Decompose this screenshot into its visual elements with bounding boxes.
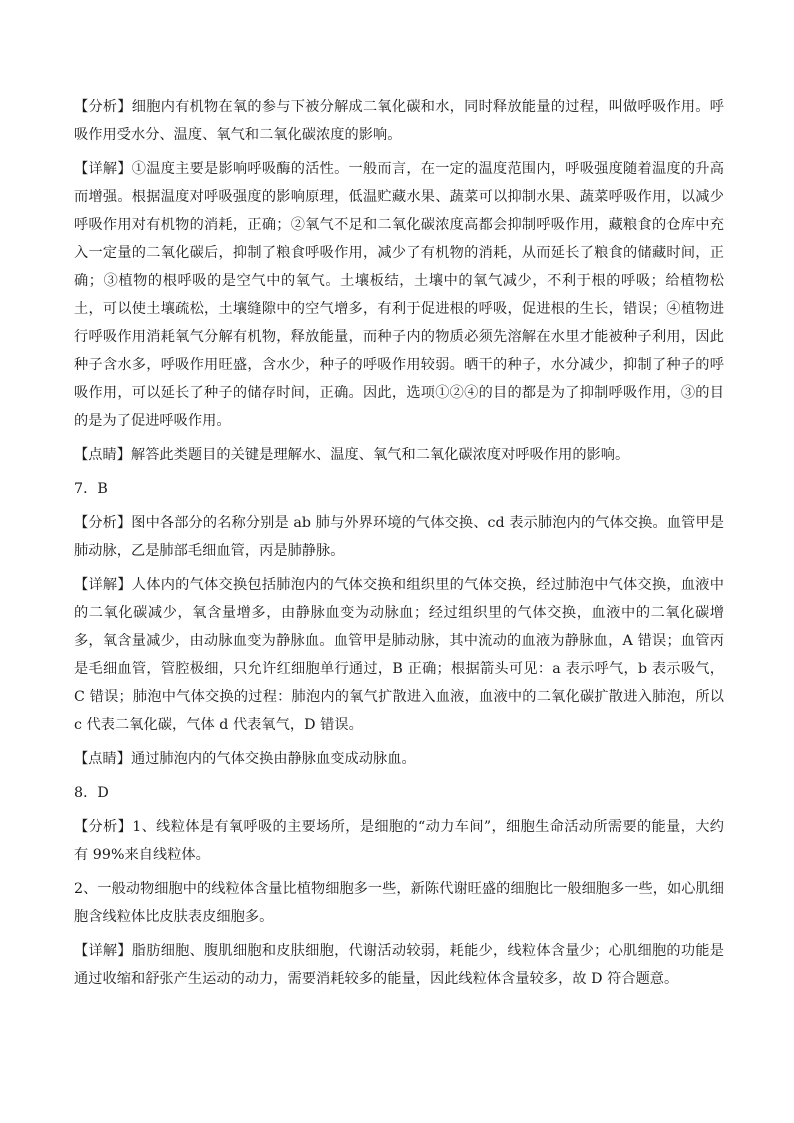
section-tag: 【分析】 (74, 515, 132, 531)
section-tag: 【分析】 (74, 819, 133, 835)
paragraph-analysis-7 (74, 509, 724, 565)
section-tag: 【详解】 (74, 161, 132, 177)
paragraph-comment-7 (74, 745, 724, 773)
section-tag: 【点睛】 (74, 751, 131, 767)
section-tag: 【分析】 (74, 99, 132, 115)
paragraph-text: 2、一般动物细胞中的线粒体含量比植物细胞多一些，新陈代谢旺盛的细胞比一般细胞多一些，如心肌细胞含线粒体比皮肤表皮细胞多。 (74, 881, 724, 925)
section-tag: 【详解】 (74, 943, 132, 959)
paragraph-detail-7 (74, 571, 724, 739)
paragraph-detail-8 (74, 937, 724, 993)
paragraph-text: ①温度主要是影响呼吸酶的活性。一般而言，在一定的温度范围内，呼吸强度随着温度的升高而增强。根据温度对呼吸强度的影响原理，低温贮藏水果、蔬菜可以抑制水果、蔬菜呼吸作用，以减少呼吸作用对有机物的消耗，正确；②氧气不足和二氧化碳浓度高都会抑制呼吸作用，藏粮食的仓库中充入一定量的二氧化碳后，抑制了粮食呼吸作用，减少了有机物的消耗，从而延长了粮食的储藏时间，正确；③植物的根呼吸的是空气中的氧气。土壤板结，土壤中的氧气减少，不利于根的呼吸；给植物松土，可以使土壤疏松，土壤缝隙中的空气增多，有利于促进根的呼吸，促进根的生长，错误；④植物进行呼吸作用消耗氧气分解有机物，释放能量，而种子内的物质必须先溶解在水里才能被种子利用，因此种子含水多，呼吸作用旺盛，含水少，种子的呼吸作用较弱。晒干的种子，水分减少，抑制了种子的呼吸作用，可以延长了种子的储存时间，正确。因此，选项①②④的目的都是为了抑制呼吸作用，③的目的是为了促进呼吸作用。 (74, 161, 724, 429)
paragraph-text: 通过肺泡内的气体交换由静脉血变成动脉血。 (130, 751, 416, 767)
paragraph-text: 图中各部分的名称分别是 ab 肺与外界环境的气体交换、cd 表示肺泡内的气体交换。血管甲是肺动脉，乙是肺部毛细血管，丙是肺静脉。 (74, 515, 724, 559)
paragraph-text: 细胞内有机物在氧的参与下被分解成二氧化碳和水，同时释放能量的过程，叫做呼吸作用。呼吸作用受水分、温度、氧气和二氧化碳浓度的影响。 (74, 99, 724, 143)
paragraph-comment-6 (74, 441, 724, 469)
paragraph-detail-6 (74, 155, 724, 435)
section-tag: 【详解】 (74, 577, 132, 593)
paragraph-text: 脂肪细胞、腹肌细胞和皮肤细胞，代谢活动较弱，耗能少，线粒体含量少；心肌细胞的功能是通过收缩和舒张产生运动的动力，需要消耗较多的能量，因此线粒体含量较多，故 D 符合题意。 (74, 943, 724, 987)
question-number-8: 8．D (74, 785, 109, 801)
document-page (74, 93, 724, 999)
paragraph-text: 解答此类题目的关键是理解水、温度、氧气和二氧化碳浓度对呼吸作用的影响。 (130, 447, 630, 463)
paragraph-analysis-8 (74, 813, 724, 869)
paragraph-text: 人体内的气体交换包括肺泡内的气体交换和组织里的气体交换，经过肺泡中气体交换，血液中的二氧化碳减少，氧含量增多，由静脉血变为动脉血；经过组织里的气体交换，血液中的二氧化碳增多，氧含量减少，由动脉血变为静脉血。血管甲是肺动脉，其中流动的血液为静脉血，A 错误；血管丙是毛细血管，管腔极细，只允许红细胞单行通过，B 正确；根据箭头可见：a 表示呼气，b 表示吸气，C 错误；肺泡中气体交换的过程：肺泡内的氧气扩散进入血液，血液中的二氧化碳扩散进入肺泡，所以 c 代表二氧化碳，气体 d 代表氧气，D 错误。 (74, 577, 724, 733)
paragraph-analysis-8-point-2 (74, 875, 724, 931)
paragraph-analysis-6 (74, 93, 724, 149)
section-tag: 【点睛】 (74, 447, 131, 463)
question-number-7: 7．B (74, 481, 108, 497)
paragraph-text: 1、线粒体是有氧呼吸的主要场所，是细胞的“动力车间”，细胞生命活动所需要的能量，大约有 99%来自线粒体。 (74, 819, 724, 863)
